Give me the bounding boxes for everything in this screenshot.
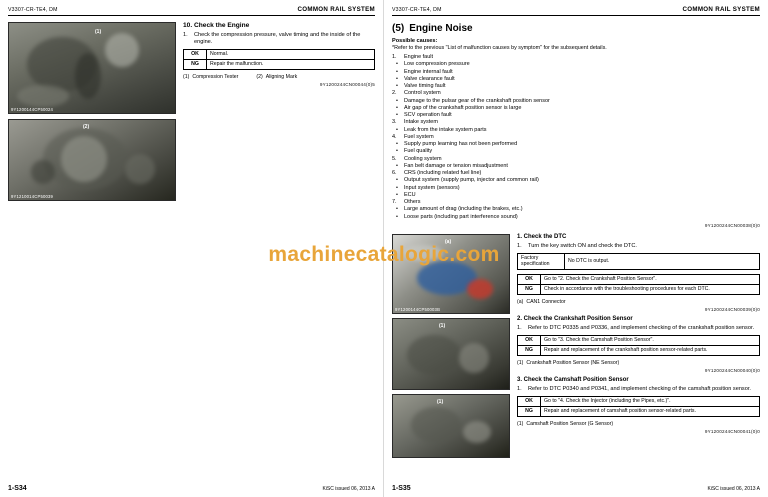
judge-key-ok: OK <box>518 396 541 406</box>
judgement-table <box>183 49 375 70</box>
cause-text: Cooling system <box>404 155 442 162</box>
step-item <box>183 32 375 46</box>
photo-tag-1: (1) <box>95 29 102 35</box>
list-item <box>392 54 760 61</box>
photo-caption: 9Y1210014CP50039 <box>11 194 54 199</box>
legend-label: CAN1 Connector <box>526 298 566 305</box>
right-text-column <box>517 230 760 458</box>
legend-number: (1) <box>517 359 524 366</box>
drawing-code: 9Y1200244CN00040(0)0 <box>704 367 760 373</box>
judge-text-ng: Repair and replacement of camshaft position sensor-related parts. <box>541 406 760 416</box>
cause-number: 1. <box>392 54 397 60</box>
step-number: 1. <box>183 32 188 38</box>
list-item: • Engine internal fault <box>392 69 760 76</box>
legend-label: Aligning Mark <box>265 73 298 80</box>
right-header-system: COMMON RAIL SYSTEM <box>682 6 760 13</box>
step-number: 1. <box>517 385 522 392</box>
judge-text-ok: Go to "4. Check the Injector (including the Pipes, etc.)". <box>541 396 760 406</box>
legend-number: (a) <box>517 298 524 305</box>
list-item: • Low compression pressure <box>392 61 760 68</box>
judge-key-ng: NG <box>518 345 541 355</box>
cause-text: Control system <box>404 90 441 97</box>
step-text: Turn the key switch ON and check the DTC. <box>528 242 637 249</box>
causes-list <box>392 54 760 221</box>
block-heading-crankshaft-sensor: 2. Check the Crankshaft Position Sensor <box>517 315 633 322</box>
compression-tester-photo <box>8 22 176 114</box>
block-heading-check-dtc: 1. Check the DTC <box>517 233 567 240</box>
step-item <box>517 386 760 393</box>
photo-tag-2: (2) <box>83 124 90 130</box>
legend-number: (2) <box>256 73 263 80</box>
legend-number: (1) <box>517 420 524 427</box>
list-item: • Leak from the intake system parts <box>392 127 760 134</box>
drawing-code: 9Y1200244CN00039(0)0 <box>704 306 760 312</box>
judge-key-ng: NG <box>518 284 541 294</box>
judge-key-ng: NG <box>184 59 207 69</box>
step-number: 1. <box>517 242 522 249</box>
table-row <box>184 49 375 59</box>
table-row <box>518 284 760 294</box>
table-row <box>518 406 760 416</box>
photo-tag-a: (a) <box>445 238 452 245</box>
list-item: • SCV operation fault <box>392 112 760 119</box>
step-number: 1. <box>517 324 522 331</box>
table-row <box>518 253 760 269</box>
cause-text: Engine fault <box>404 54 434 60</box>
judge-key-ok: OK <box>518 274 541 284</box>
legend <box>517 299 760 305</box>
list-item: • Valve timing fault <box>392 83 760 90</box>
cause-number: 7. <box>392 199 397 205</box>
judge-text-ok: Go to "3. Check the Camshaft Position Sensor". <box>541 335 760 345</box>
section-title: 10. Check the Engine <box>183 22 250 29</box>
right-page-header <box>392 6 760 16</box>
watermark: machinecatalogic.com <box>268 243 500 266</box>
judge-text-ng: Repair and replacement of the crankshaft position sensor-related parts. <box>541 345 760 355</box>
causes-heading: Possible causes: <box>392 38 438 44</box>
legend <box>183 74 375 80</box>
spec-value: No DTC is output. <box>565 253 760 269</box>
step-item <box>517 325 760 332</box>
judgement-table <box>517 274 760 295</box>
list-item <box>392 90 760 97</box>
causes-note: *Refer to the previous "List of malfunction causes by symptom" for the subsequent details. <box>392 45 607 51</box>
list-item <box>183 74 238 80</box>
left-header-system: COMMON RAIL SYSTEM <box>297 6 375 13</box>
step-item <box>517 243 760 250</box>
judge-key-ok: OK <box>518 335 541 345</box>
left-page-columns <box>8 22 375 201</box>
issue-note: KiSC issued 06, 2013 A <box>707 486 760 492</box>
list-item: • Fan belt damage or tension misadjustment <box>392 163 760 170</box>
page-title-text: Engine Noise <box>409 23 473 34</box>
list-item <box>517 360 619 366</box>
photo-tag-1: (1) <box>439 322 446 329</box>
right-header-model: V3307-CR-TE4, DM <box>392 7 442 13</box>
cause-number: 4. <box>392 133 397 140</box>
list-item: • Supply pump learning has not been performed <box>392 141 760 148</box>
list-item: • Air gap of the crankshaft position sensor is large <box>392 105 760 112</box>
judge-text-ok: Go to "2. Check the Crankshaft Position Sensor". <box>541 274 760 284</box>
list-item: • Loose parts (including part interference sound) <box>392 214 760 221</box>
judge-text-ok: Normal. <box>207 49 375 59</box>
legend-label: Compression Tester <box>192 73 239 80</box>
cause-text: Fuel system <box>404 133 434 140</box>
step-text: Check the compression pressure, valve timing and the inside of the engine. <box>194 32 361 45</box>
legend <box>517 421 760 427</box>
page-title-number: (5) <box>392 23 405 34</box>
cause-number: 2. <box>392 90 397 97</box>
list-item: • Fuel quality <box>392 148 760 155</box>
drawing-code: 9Y1200244CN00038(0)0 <box>704 222 760 228</box>
judge-text-ng: Repair the malfunction. <box>207 59 375 69</box>
judge-text-ng: Check in accordance with the troubleshooting procedures for each DTC. <box>541 284 760 294</box>
left-page-footer <box>8 485 375 492</box>
list-item: • Input system (sensors) <box>392 185 760 192</box>
list-item <box>392 134 760 141</box>
legend-label: Camshaft Position Sensor (G Sensor) <box>526 420 614 427</box>
cause-number: 5. <box>392 155 397 162</box>
list-item: • Large amount of drag (including the brakes, etc.) <box>392 206 760 213</box>
list-item <box>392 199 760 206</box>
factory-specification-table <box>517 253 760 270</box>
spec-label: Factory specification <box>518 253 565 269</box>
list-item <box>392 170 760 177</box>
table-row <box>518 345 760 355</box>
photo-tag-1: (1) <box>437 398 444 405</box>
drawing-code: 9Y1200244CN00041(0)0 <box>704 428 760 434</box>
page-title <box>392 23 760 34</box>
list-item <box>392 156 760 163</box>
judgement-table <box>517 335 760 356</box>
timing-gear-photo <box>8 119 176 201</box>
legend-number: (1) <box>183 73 190 80</box>
judge-key-ng: NG <box>518 406 541 416</box>
table-row <box>518 274 760 284</box>
issue-note: KiSC issued 06, 2013 A <box>322 486 375 492</box>
legend <box>517 360 760 366</box>
table-row <box>518 335 760 345</box>
step-text: Refer to DTC P0340 and P0341, and implement checking of the camshaft position sensor. <box>528 385 751 392</box>
left-photo-column <box>8 22 176 201</box>
judgement-table <box>517 396 760 417</box>
list-item <box>517 421 613 427</box>
left-page-header <box>8 6 375 16</box>
table-row <box>518 396 760 406</box>
list-item <box>517 299 566 305</box>
cause-number: 6. <box>392 170 397 176</box>
left-header-model: V3307-CR-TE4, DM <box>8 7 58 13</box>
crankshaft-position-sensor-photo <box>392 318 510 390</box>
list-item: • Valve clearance fault <box>392 76 760 83</box>
list-item: • Output system (supply pump, injector and common rail) <box>392 177 760 184</box>
legend-label: Crankshaft Position Sensor (NE Sensor) <box>526 359 620 366</box>
cause-text: CRS (including related fuel line) <box>404 170 482 176</box>
photo-caption: 9Y1200144CP50003B <box>395 306 441 312</box>
cause-text: Others <box>404 199 421 205</box>
cause-number: 3. <box>392 119 397 126</box>
camshaft-position-sensor-photo <box>392 394 510 458</box>
table-row <box>184 59 375 69</box>
right-page-footer <box>392 485 760 492</box>
block-heading-camshaft-sensor: 3. Check the Camshaft Position Sensor <box>517 376 629 383</box>
list-item <box>256 74 297 80</box>
step-text: Refer to DTC P0335 and P0336, and implement checking of the crankshaft position sensor. <box>528 324 755 331</box>
judge-key-ok: OK <box>184 49 207 59</box>
page-number: 1-S35 <box>392 485 411 492</box>
page-number: 1-S34 <box>8 485 27 492</box>
left-text-column <box>183 22 375 201</box>
list-item <box>392 119 760 126</box>
cause-text: Intake system <box>404 119 438 126</box>
list-item: • ECU <box>392 192 760 199</box>
drawing-code: 9Y1200244CN00044(0)5 <box>319 81 375 87</box>
list-item: • Damage to the pulsar gear of the crankshaft position sensor <box>392 98 760 105</box>
photo-caption: 9Y1200144CP50024 <box>11 107 54 112</box>
